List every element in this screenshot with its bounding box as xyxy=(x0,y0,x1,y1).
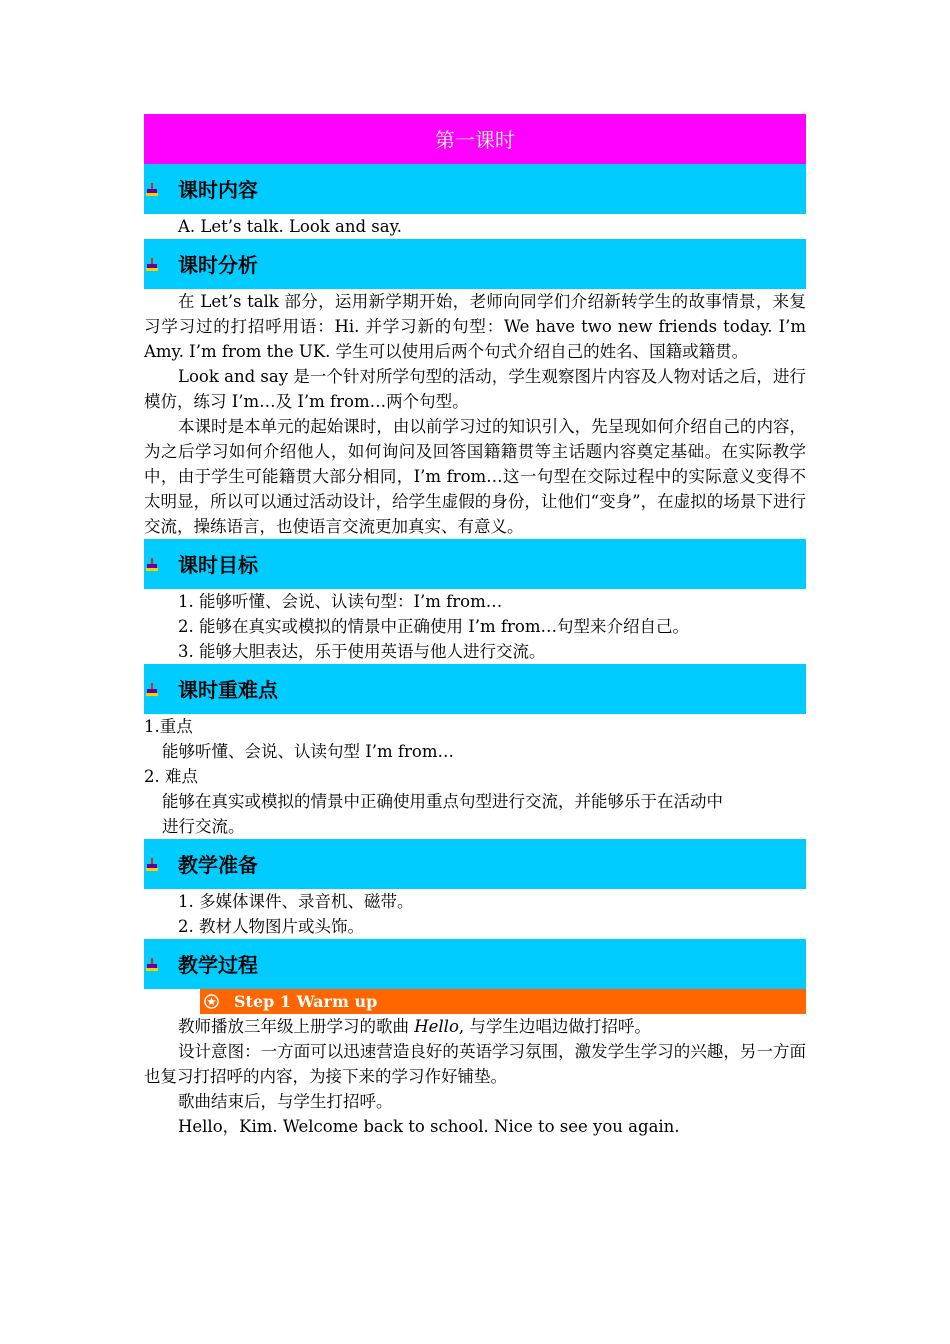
analysis-paragraph: 本课时是本单元的起始课时，由以前学习过的知识引入，先呈现如何介绍自己的内容，为之后学习如何介绍他人，如何询问及回答国籍籍贯等主话题内容奠定基础。在实际教学中，由于学生可能籍贯大部分相同，I’m from…这一句型在交际过程中的实际意义变得不太明显，所以可以通过活动设计，给学生虚假的身份，让他们“变身”，在虚拟的场景下进行交流，操练语言，也使语言交流更加真实、有意义。 xyxy=(144,417,806,536)
preparation-item: 1. 多媒体课件、录音机、磁带。 xyxy=(178,892,414,911)
song-title: Hello xyxy=(414,1017,459,1036)
process-paragraph: 歌曲结束后，与学生打招呼。 xyxy=(178,1092,393,1111)
section-heading-analysis xyxy=(144,239,806,289)
section-heading-label: 教学过程 xyxy=(178,953,258,977)
section-heading-goals xyxy=(144,539,806,589)
step-1-label: Step 1 Warm up xyxy=(234,992,378,1011)
content-line: A. Let’s talk. Look and say. xyxy=(178,217,402,236)
process-paragraph xyxy=(144,1014,806,1039)
key-point-label: 1.重点 xyxy=(144,717,193,736)
difficult-point-label: 2. 难点 xyxy=(144,767,198,786)
document-page xyxy=(144,114,806,1139)
star-circle-icon xyxy=(204,994,219,1009)
goal-item: 3. 能够大胆表达，乐于使用英语与他人进行交流。 xyxy=(178,642,546,661)
section-heading-label: 课时内容 xyxy=(178,178,258,202)
process-text: 教师播放三年级上册学习的歌曲 xyxy=(178,1017,415,1036)
analysis-paragraph: 在 Let’s talk 部分，运用新学期开始，老师向同学们介绍新转学生的故事情景，来复习学习过的打招呼用语：Hi. 并学习新的句型：We have two new friends today. I’m Amy. I’m from the UK. 学生可以使用后两个句式介绍自己的姓名、国籍或籍贯。 xyxy=(144,292,806,361)
difficult-point-text: 能够在真实或模拟的情景中正确使用重点句型进行交流，并能够乐于在活动中 xyxy=(162,792,723,811)
process-text: , 与学生边唱边做打招呼。 xyxy=(458,1017,651,1036)
section-heading-content xyxy=(144,164,806,214)
section-heading-label: 课时分析 xyxy=(178,253,258,277)
step-1-heading xyxy=(200,989,806,1014)
key-point-text: 能够听懂、会说、认读句型 I’m from… xyxy=(162,742,454,761)
section-heading-preparation xyxy=(144,839,806,889)
process-paragraph: Hello，Kim. Welcome back to school. Nice to see you again. xyxy=(178,1117,680,1136)
book-bullet-icon xyxy=(146,958,158,972)
process-paragraph: 设计意图：一方面可以迅速营造良好的英语学习氛围，激发学生学习的兴趣，另一方面也复习打招呼的内容，为接下来的学习作好铺垫。 xyxy=(144,1042,806,1086)
preparation-item: 2. 教材人物图片或头饰。 xyxy=(178,917,364,936)
book-bullet-icon xyxy=(146,183,158,197)
book-bullet-icon xyxy=(146,858,158,872)
section-heading-label: 课时目标 xyxy=(178,553,258,577)
section-heading-label: 教学准备 xyxy=(178,853,258,877)
goal-item: 2. 能够在真实或模拟的情景中正确使用 I’m from…句型来介绍自己。 xyxy=(178,617,689,636)
book-bullet-icon xyxy=(146,258,158,272)
difficult-point-text-continued: 进行交流。 xyxy=(162,817,245,836)
book-bullet-icon xyxy=(146,683,158,697)
section-heading-label: 课时重难点 xyxy=(178,678,278,702)
section-heading-process xyxy=(144,939,806,989)
goal-item: 1. 能够听懂、会说、认读句型：I’m from… xyxy=(178,592,503,611)
analysis-paragraph: Look and say 是一个针对所学句型的活动，学生观察图片内容及人物对话之后，进行模仿，练习 I’m…及 I’m from…两个句型。 xyxy=(144,367,806,411)
lesson-title: 第一课时 xyxy=(144,114,806,164)
book-bullet-icon xyxy=(146,558,158,572)
section-heading-key-points xyxy=(144,664,806,714)
